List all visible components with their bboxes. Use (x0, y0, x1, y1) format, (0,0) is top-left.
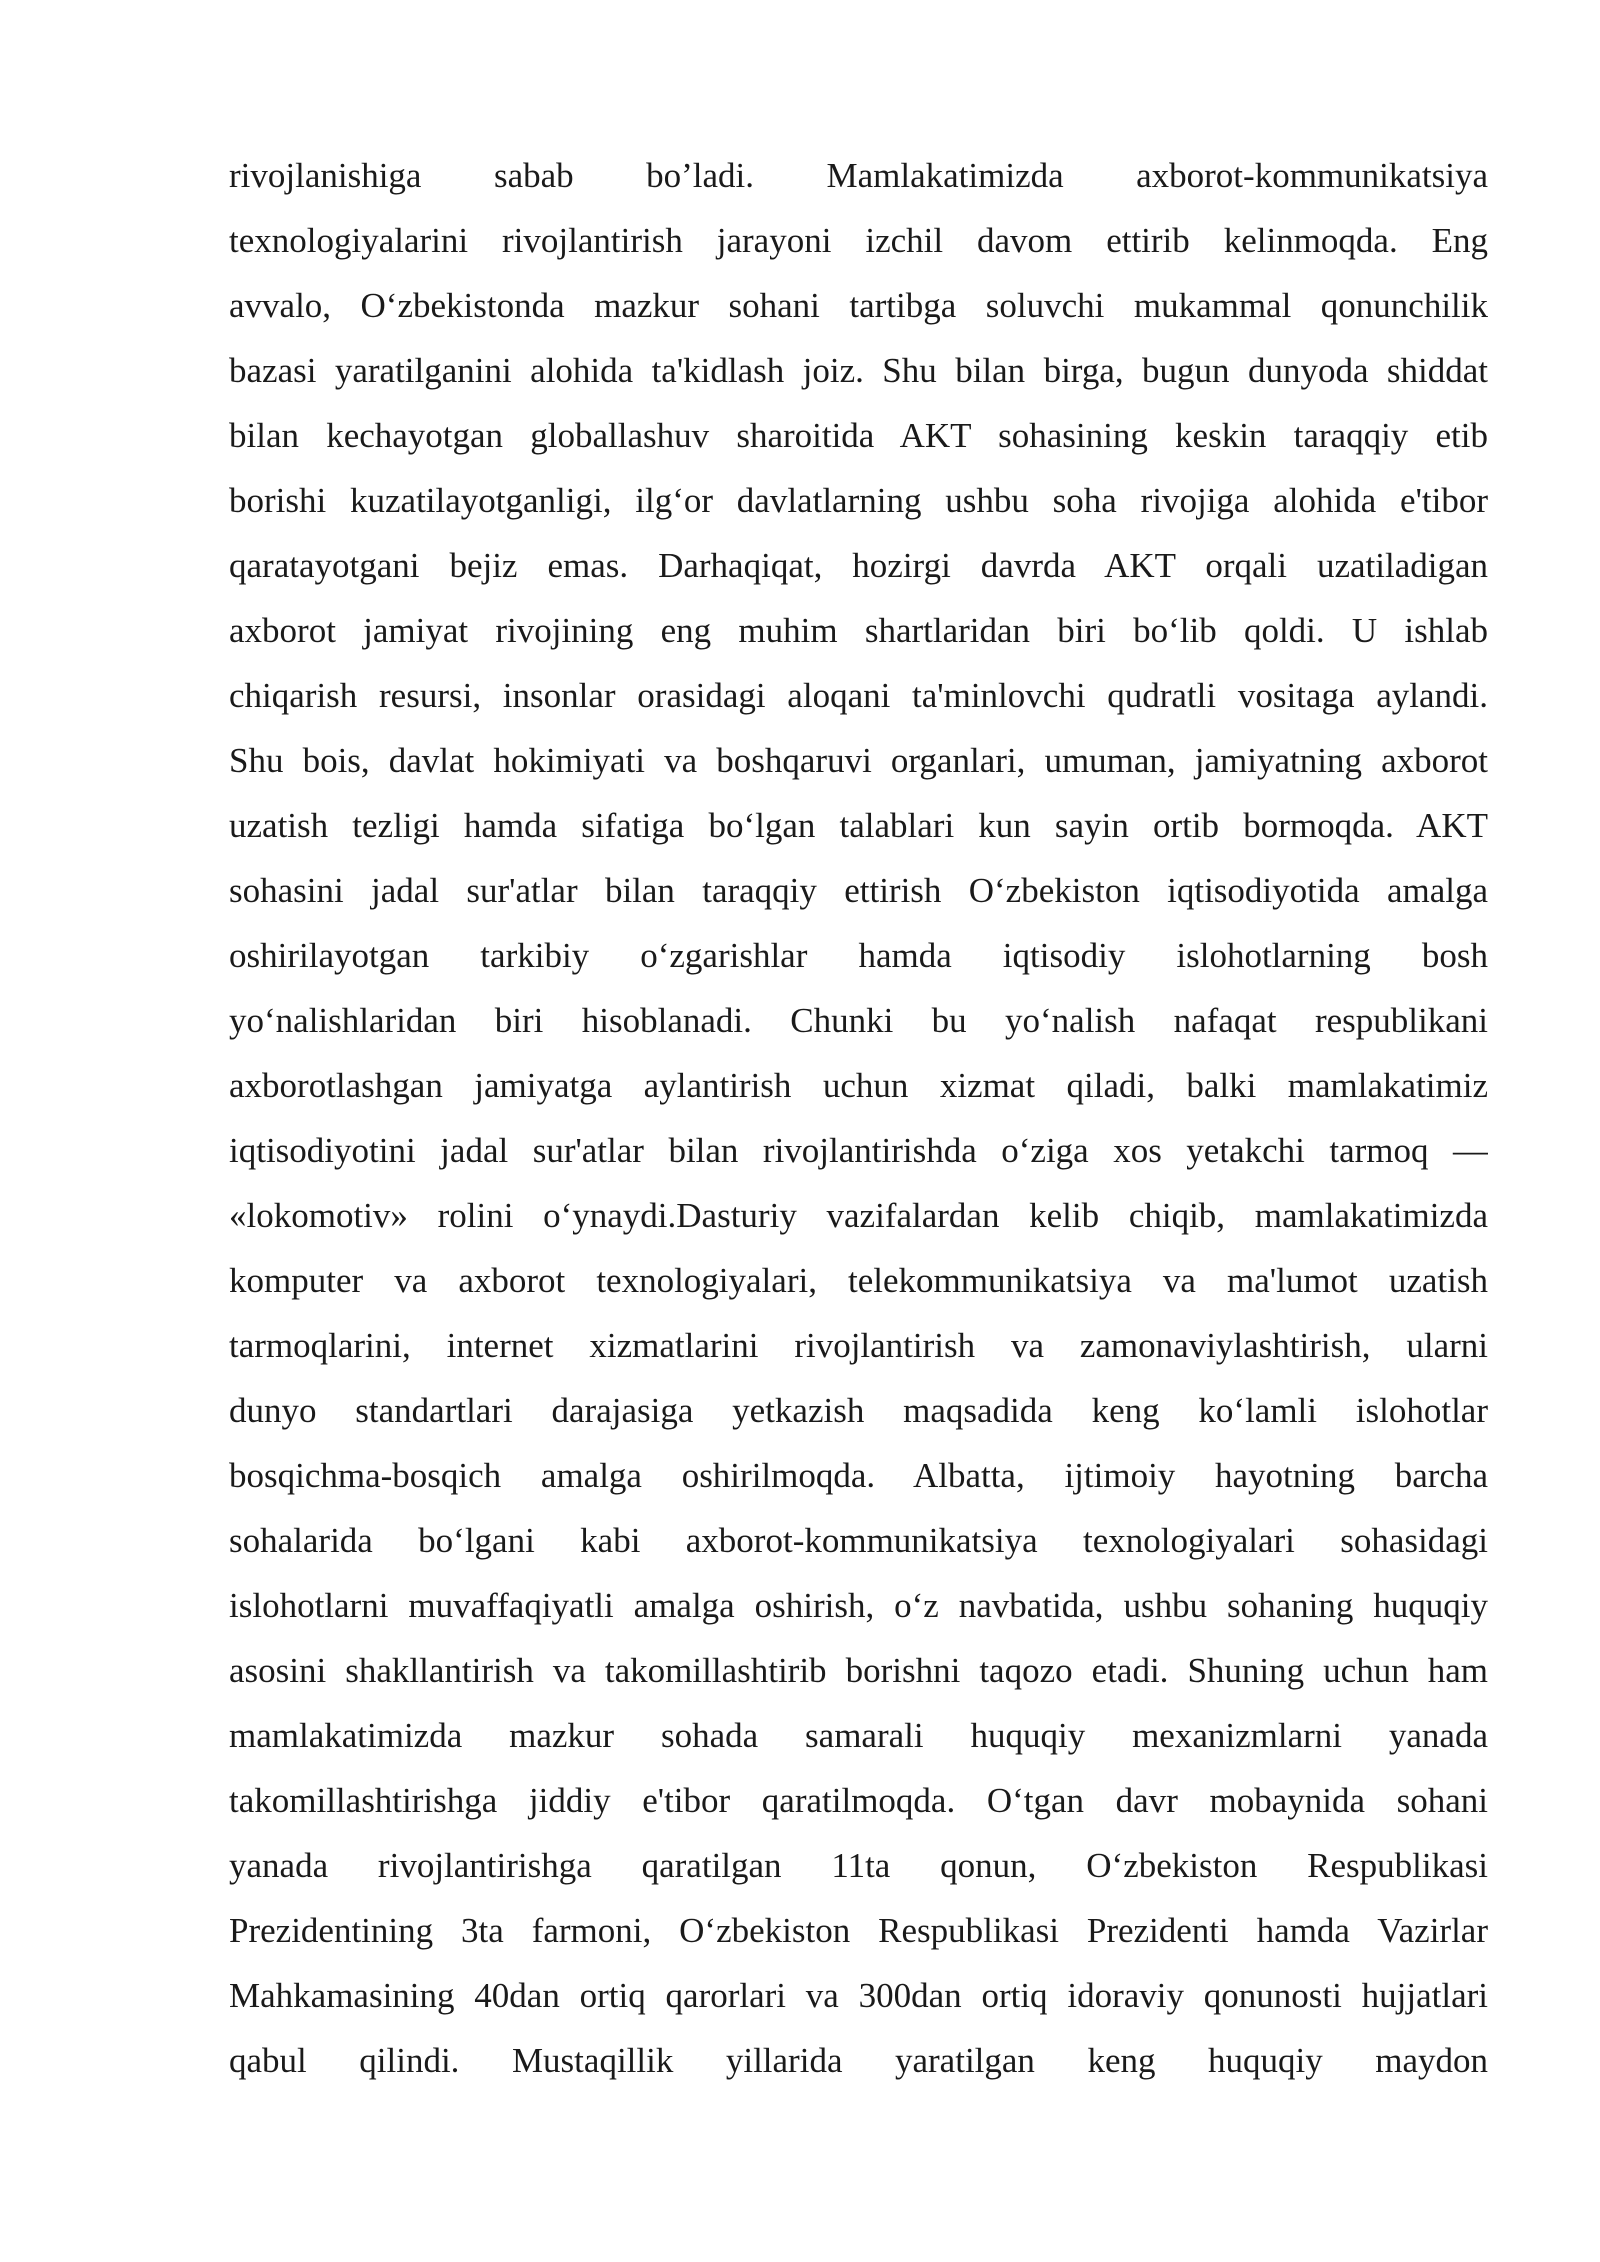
text-line: axborot jamiyat rivojining eng muhim shartlaridan biri bo‘lib qoldi. U ishlab (229, 611, 1488, 650)
text-line: asosini shakllantirish va takomillashtirib borishni taqozo etadi. Shuning uchun ham (229, 1651, 1488, 1690)
text-line: Shu bois, davlat hokimiyati va boshqaruvi organlari, umuman, jamiyatning axborot (229, 741, 1488, 780)
text-line: tarmoqlarini, internet xizmatlarini rivojlantirish va zamonaviylashtirish, ularni (229, 1326, 1488, 1365)
text-line: islohotlarni muvaffaqiyatli amalga oshirish, o‘z navbatida, ushbu sohaning huquqiy (229, 1586, 1488, 1625)
text-line: borishi kuzatilayotganligi, ilg‘or davlatlarning ushbu soha rivojiga alohida e'tibor (229, 481, 1488, 520)
text-line: avvalo, O‘zbekistonda mazkur sohani tartibga soluvchi mukammal qonunchilik (229, 286, 1488, 325)
text-line: oshirilayotgan tarkibiy o‘zgarishlar hamda iqtisodiy islohotlarning bosh (229, 936, 1488, 975)
text-line: «lokomotiv» rolini o‘ynaydi.Dasturiy vazifalardan kelib chiqib, mamlakatimizda (229, 1196, 1488, 1235)
text-line: qabul qilindi. Mustaqillik yillarida yaratilgan keng huquqiy maydon (229, 2041, 1488, 2080)
text-line: chiqarish resursi, insonlar orasidagi aloqani ta'minlovchi qudratli vositaga aylandi. (229, 676, 1488, 715)
text-line: dunyo standartlari darajasiga yetkazish maqsadida keng ko‘lamli islohotlar (229, 1391, 1488, 1430)
text-line: komputer va axborot texnologiyalari, telekommunikatsiya va ma'lumot uzatish (229, 1261, 1488, 1300)
text-line: sohasini jadal sur'atlar bilan taraqqiy ettirish O‘zbekiston iqtisodiyotida amalga (229, 871, 1488, 910)
text-line: rivojlanishiga sabab bo’ladi. Mamlakatimizda axborot-kommunikatsiya (229, 156, 1488, 195)
body-paragraph (229, 150, 1488, 2100)
text-line: yo‘nalishlaridan biri hisoblanadi. Chunki bu yo‘nalish nafaqat respublikani (229, 1001, 1488, 1040)
text-line: axborotlashgan jamiyatga aylantirish uchun xizmat qiladi, balki mamlakatimiz (229, 1066, 1488, 1105)
text-line: Prezidentining 3ta farmoni, O‘zbekiston Respublikasi Prezidenti hamda Vazirlar (229, 1911, 1488, 1950)
text-line: sohalarida bo‘lgani kabi axborot-kommunikatsiya texnologiyalari sohasidagi (229, 1521, 1488, 1560)
text-line: uzatish tezligi hamda sifatiga bo‘lgan talablari kun sayin ortib bormoqda. AKT (229, 806, 1488, 845)
text-line: bazasi yaratilganini alohida ta'kidlash joiz. Shu bilan birga, bugun dunyoda shiddat (229, 351, 1488, 390)
text-line: bilan kechayotgan globallashuv sharoitida AKT sohasining keskin taraqqiy etib (229, 416, 1488, 455)
text-line: qaratayotgani bejiz emas. Darhaqiqat, hozirgi davrda AKT orqali uzatiladigan (229, 546, 1488, 585)
text-line: texnologiyalarini rivojlantirish jarayoni izchil davom ettirib kelinmoqda. Eng (229, 221, 1488, 260)
text-line: Mahkamasining 40dan ortiq qarorlari va 300dan ortiq idoraviy qonunosti hujjatlari (229, 1976, 1488, 2015)
text-line: takomillashtirishga jiddiy e'tibor qaratilmoqda. O‘tgan davr mobaynida sohani (229, 1781, 1488, 1820)
text-line: mamlakatimizda mazkur sohada samarali huquqiy mexanizmlarni yanada (229, 1716, 1488, 1755)
text-line: bosqichma-bosqich amalga oshirilmoqda. Albatta, ijtimoiy hayotning barcha (229, 1456, 1488, 1495)
text-line: yanada rivojlantirishga qaratilgan 11ta qonun, O‘zbekiston Respublikasi (229, 1846, 1488, 1885)
text-line: iqtisodiyotini jadal sur'atlar bilan rivojlantirishda o‘ziga xos yetakchi tarmoq — (229, 1131, 1488, 1170)
